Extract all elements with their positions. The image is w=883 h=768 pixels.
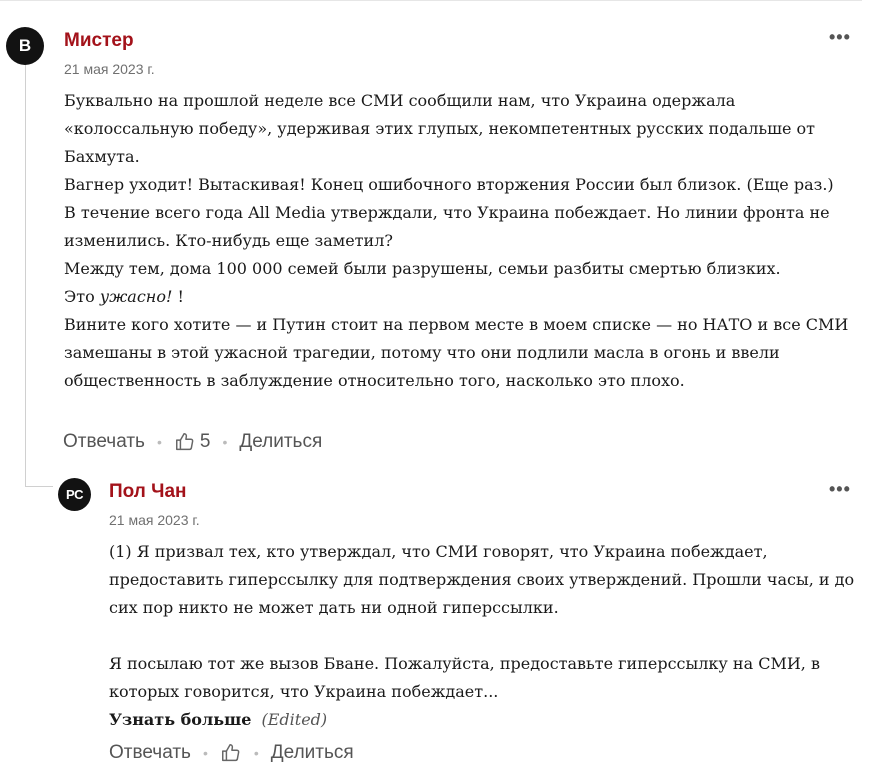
like-count: 5 — [199, 431, 211, 452]
separator-dot: • — [202, 745, 208, 761]
separator-dot: • — [156, 434, 162, 450]
avatar-initials: PC — [65, 487, 84, 502]
separator-dot: • — [253, 745, 259, 761]
emphasis-text: ужасно! — [99, 287, 173, 306]
comment-actions — [109, 742, 354, 764]
separator-dot: • — [222, 434, 228, 450]
reply-button[interactable]: Отвечать — [109, 742, 191, 763]
avatar[interactable] — [58, 478, 91, 511]
thread-line — [25, 62, 26, 486]
comment-paragraph: Между тем, дома 100 000 семей были разрушены, семьи разбиты смертью близких. — [64, 259, 781, 278]
avatar[interactable] — [6, 27, 44, 65]
comment-body — [64, 87, 864, 395]
comment-author[interactable]: Мистер — [64, 30, 134, 51]
more-options-icon[interactable]: ••• — [829, 479, 851, 499]
comment-paragraph: Буквально на прошлой неделе все СМИ сообщили нам, что Украина одержала «колоссальную победу», удерживая этих глупых, некомпетентных русских подальше от Бахмута. — [64, 91, 816, 166]
comment-author[interactable]: Пол Чан — [109, 481, 187, 502]
top-divider — [0, 0, 862, 1]
text-run: Это — [64, 287, 100, 306]
thread-connector — [25, 486, 53, 487]
paragraph-gap — [109, 622, 864, 650]
comment-date: 21 мая 2023 г. — [109, 512, 200, 528]
comment-date: 21 мая 2023 г. — [64, 61, 155, 77]
thumbs-up-icon — [220, 742, 242, 764]
comment-body — [109, 538, 864, 734]
like-button[interactable] — [174, 431, 211, 453]
comment-actions — [63, 431, 322, 453]
like-button[interactable] — [220, 742, 242, 764]
comment-paragraph — [64, 283, 864, 311]
text-run: ! — [172, 287, 184, 306]
edited-label: (Edited) — [261, 710, 328, 729]
reply-button[interactable]: Отвечать — [63, 431, 145, 452]
avatar-initial: B — [18, 36, 32, 55]
comment-paragraph: Я посылаю тот же вызов Бване. Пожалуйста, предоставьте гиперссылку на СМИ, в которых говорится, что Украина побеждает... — [109, 654, 820, 701]
comment-paragraph: (1) Я призвал тех, кто утверждал, что СМИ говорят, что Украина побеждает, предоставить гиперссылку для подтверждения своих утверждений. Прошли часы, и до сих пор никто не может дать ни одной гиперссылки. — [109, 542, 855, 617]
comment-paragraph: В течение всего года All Media утверждали, что Украина побеждает. Но линии фронта не изменились. Кто-нибудь еще заметил? — [64, 203, 830, 250]
more-options-icon[interactable]: ••• — [829, 27, 851, 47]
comment-paragraph: Вините кого хотите — и Путин стоит на первом месте в моем списке — но НАТО и все СМИ замешаны в этой ужасной трагедии, потому что они подлили масла в огонь и ввели общественность в заблуждение относительно того, насколько это плохо. — [64, 315, 849, 390]
share-button[interactable]: Делиться — [270, 742, 354, 763]
read-more-row — [109, 706, 864, 734]
share-button[interactable]: Делиться — [239, 431, 323, 452]
read-more-link[interactable]: Узнать больше — [109, 710, 252, 729]
thumbs-up-icon — [174, 431, 196, 453]
comment-paragraph: Вагнер уходит! Вытаскивая! Конец ошибочного вторжения России был близок. (Еще раз.) — [64, 175, 834, 194]
